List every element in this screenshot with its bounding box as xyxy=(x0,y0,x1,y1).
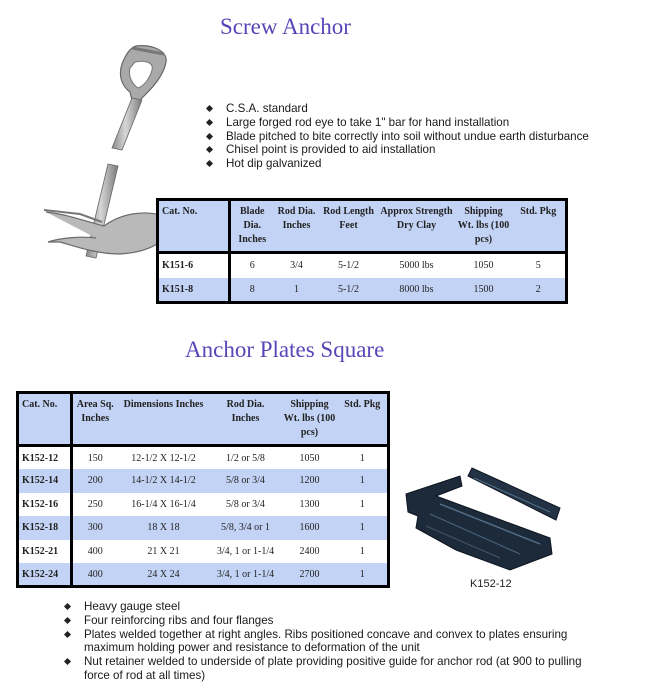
cell-rod-dia: 3/4, 1 or 1-1/4 xyxy=(210,563,282,587)
cell-dimensions: 14-1/2 X 14-1/2 xyxy=(118,469,210,493)
cell-cat-no: K152-18 xyxy=(18,516,72,540)
cell-rod-dia: 5/8 or 3/4 xyxy=(226,498,265,510)
bullet-diamond-icon xyxy=(64,617,71,624)
feature-item: Heavy gauge steel xyxy=(62,600,582,614)
table-row xyxy=(158,253,567,278)
screw-anchor-title: Screw Anchor xyxy=(220,14,351,39)
cell-std-pkg: 1 xyxy=(359,452,365,464)
screw-anchor-features xyxy=(204,102,644,171)
cell-area: 250 xyxy=(87,498,103,510)
table-row xyxy=(158,278,567,303)
table-row xyxy=(18,516,389,540)
anchor-plates-spec-table xyxy=(16,391,390,588)
cell-rod-dia: 5/8 or 3/4 xyxy=(210,469,282,493)
screw-anchor-spec-table xyxy=(156,198,568,304)
cell-blade-dia: 8 xyxy=(230,278,274,303)
bullet-diamond-icon xyxy=(64,658,71,665)
table-header-row xyxy=(18,393,389,446)
cell-area: 150 xyxy=(87,452,103,464)
cell-rod-dia: 5/8, 3/4 or 1 xyxy=(210,516,282,540)
cell-std-pkg: 1 xyxy=(338,516,389,540)
feature-item: Nut retainer welded to underside of plate providing positive guide for anchor rod (at 900 to pulling force of rod at all times) xyxy=(62,655,582,683)
cell-std-pkg: 1 xyxy=(359,498,365,510)
cell-shipping-wt: 1200 xyxy=(282,469,338,493)
table-row xyxy=(18,469,389,493)
column-header: Rod Dia. Inches xyxy=(210,393,282,446)
bullet-diamond-icon xyxy=(64,603,71,610)
feature-item: Blade pitched to bite correctly into soil without undue earth disturbance xyxy=(204,130,644,144)
cell-cat-no: K151-6 xyxy=(158,253,230,278)
column-header: Std. Pkg xyxy=(338,393,389,446)
column-header: Blade Dia. Inches xyxy=(230,200,274,253)
feature-item: Hot dip galvanized xyxy=(204,157,644,171)
feature-item: Large forged rod eye to take 1" bar for hand installation xyxy=(204,116,644,130)
cell-area: 400 xyxy=(72,563,118,587)
table-header-row xyxy=(158,200,567,253)
cell-dimensions: 12-1/2 X 12-1/2 xyxy=(131,452,196,464)
cell-area: 400 xyxy=(87,545,103,557)
column-header: Shipping Wt. lbs (100 pcs) xyxy=(282,393,338,446)
column-header: Shipping Wt. lbs (100 pcs) xyxy=(456,200,512,253)
cell-std-pkg: 1 xyxy=(338,563,389,587)
column-header: Cat. No. xyxy=(158,200,230,253)
column-header: Area Sq. Inches xyxy=(72,393,118,446)
cell-shipping-wt: 1050 xyxy=(473,260,494,272)
cell-strength: 8000 lbs xyxy=(378,278,456,303)
table-row xyxy=(18,540,389,564)
cell-shipping-wt: 1500 xyxy=(456,278,512,303)
cell-rod-dia: 1 xyxy=(274,278,320,303)
anchor-plate-image xyxy=(400,458,580,573)
cell-rod-length: 5-1/2 xyxy=(320,278,378,303)
cell-cat-no: K152-14 xyxy=(18,469,72,493)
cell-std-pkg: 1 xyxy=(338,469,389,493)
cell-dimensions: 18 X 18 xyxy=(118,516,210,540)
cell-dimensions: 24 X 24 xyxy=(118,563,210,587)
cell-shipping-wt: 2400 xyxy=(299,545,320,557)
feature-item: Plates welded together at right angles. Ribs positioned concave and convex to plates ensuring maximum holding power and resistance to deformation of the unit xyxy=(62,628,582,656)
column-header: Rod Dia. Inches xyxy=(274,200,320,253)
cell-cat-no: K151-8 xyxy=(158,278,230,303)
cell-std-pkg: 2 xyxy=(512,278,567,303)
cell-strength: 5000 lbs xyxy=(399,260,434,272)
cell-blade-dia: 6 xyxy=(249,260,255,272)
cell-std-pkg: 1 xyxy=(359,545,365,557)
table-row xyxy=(18,563,389,587)
cell-dimensions: 21 X 21 xyxy=(147,545,180,557)
anchor-plates-features xyxy=(62,600,582,683)
cell-dimensions: 16-1/4 X 16-1/4 xyxy=(131,498,196,510)
table-row xyxy=(18,493,389,517)
bullet-diamond-icon xyxy=(64,631,71,638)
cell-cat-no: K152-12 xyxy=(18,446,72,470)
cell-cat-no: K152-21 xyxy=(18,540,72,564)
cell-shipping-wt: 1300 xyxy=(299,498,320,510)
column-header: Cat. No. xyxy=(18,393,72,446)
cell-cat-no: K152-24 xyxy=(18,563,72,587)
cell-cat-no: K152-16 xyxy=(18,493,72,517)
column-header: Rod Length Feet xyxy=(320,200,378,253)
table-row xyxy=(18,446,389,470)
cell-rod-dia: 3/4, 1 or 1-1/4 xyxy=(216,545,275,557)
bullet-diamond-icon xyxy=(206,133,213,140)
bullet-diamond-icon xyxy=(206,146,213,153)
column-header: Std. Pkg xyxy=(512,200,567,253)
cell-rod-length: 5-1/2 xyxy=(337,260,360,272)
column-header: Approx Strength Dry Clay xyxy=(378,200,456,253)
column-header: Dimensions Inches xyxy=(118,393,210,446)
cell-shipping-wt: 1050 xyxy=(299,452,320,464)
feature-item: Chisel point is provided to aid installation xyxy=(204,143,644,157)
bullet-diamond-icon xyxy=(206,119,213,126)
cell-shipping-wt: 2700 xyxy=(282,563,338,587)
cell-rod-dia: 1/2 or 5/8 xyxy=(226,452,265,464)
cell-std-pkg: 5 xyxy=(535,260,541,272)
cell-rod-dia: 3/4 xyxy=(290,260,303,272)
cell-area: 300 xyxy=(72,516,118,540)
bullet-diamond-icon xyxy=(206,160,213,167)
feature-item: Four reinforcing ribs and four flanges xyxy=(62,614,582,628)
cell-shipping-wt: 1600 xyxy=(282,516,338,540)
cell-area: 200 xyxy=(72,469,118,493)
anchor-plate-caption: K152-12 xyxy=(470,578,512,590)
bullet-diamond-icon xyxy=(206,105,213,112)
feature-item: C.S.A. standard xyxy=(204,102,644,116)
anchor-plates-title: Anchor Plates Square xyxy=(185,337,385,362)
